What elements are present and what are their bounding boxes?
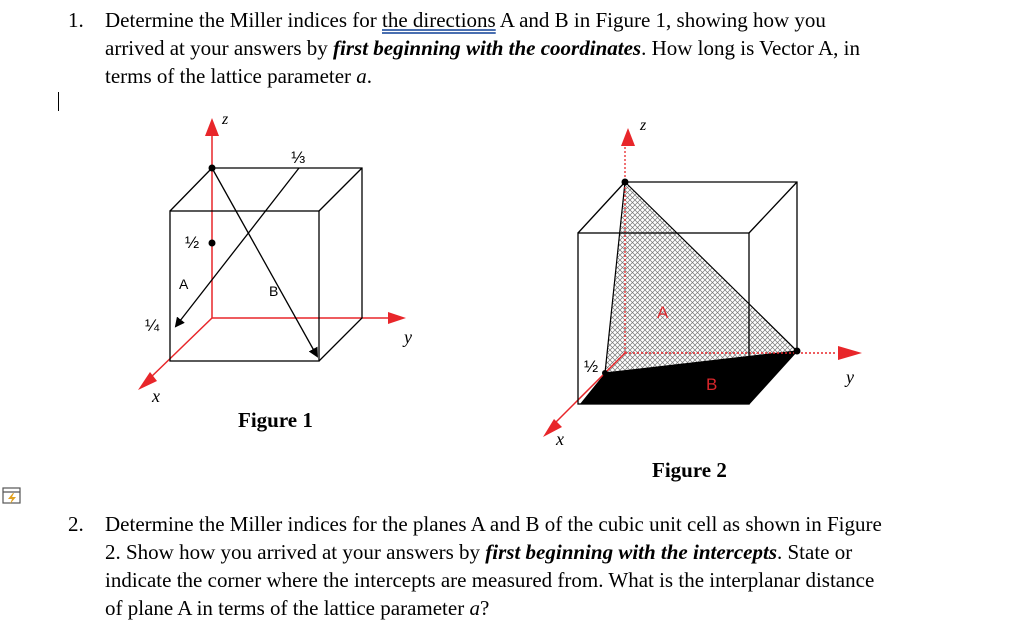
q1-line-3: terms of the lattice parameter a. [105,64,373,88]
question-2-text [105,510,882,622]
fig1-vector-b-origin [209,165,216,172]
fig2-y-label: y [846,367,854,387]
q2-line-3: indicate the corner where the intercepts are measured from. What is the interplanar distance [105,568,875,592]
fig2-frac-half: ½ [584,357,599,376]
fig2-z-intercept [622,179,629,186]
fig2-label-b: B [706,375,718,394]
fig2-plane-a [605,182,797,373]
figure-1 [138,111,412,406]
fig1-half-point [209,240,216,247]
fig1-x-label: x [152,386,160,406]
fig1-y-arrowhead [388,312,406,324]
fig2-y-arrowhead [838,346,862,360]
fig2-z-arrowhead [621,128,635,146]
fig1-z-arrowhead [205,118,219,136]
q1-line-2: arrived at your answers by first beginning with the coordinates. How long is Vector A, in [105,36,861,60]
lightning-box-icon[interactable] [2,486,22,506]
fig2-label-a: A [657,303,669,322]
question-1-number: 1. [68,8,84,32]
question-2-number: 2. [68,512,84,536]
directions-link[interactable]: the directions [382,8,496,32]
q1-line-1: Determine the Miller indices for the directions A and B in Figure 1, showing how you [105,8,826,32]
fig2-y-intercept [794,348,801,355]
q2-line-4: of plane A in terms of the lattice parameter a? [105,596,490,620]
fig2-x-intercept [602,370,608,376]
fig1-z-label: z [222,111,229,128]
fig1-y-label: y [404,327,412,347]
fig2-z-label: z [640,117,647,134]
figure-1-caption: Figure 1 [238,408,313,432]
q2-line-1: Determine the Miller indices for the planes A and B of the cubic unit cell as shown in Figure [105,512,882,536]
fig1-label-a: A [179,276,189,292]
q2-line-2: 2. Show how you arrived at your answers by first beginning with the intercepts. State or [105,540,853,564]
fig1-label-b: B [269,283,279,299]
fig1-frac-third: ⅓ [291,148,306,167]
fig1-frac-half: ½ [185,233,200,252]
figure-2 [543,117,862,449]
fig1-vector-b [212,168,317,356]
fig1-frac-quarter: ¼ [145,316,160,335]
figure-2-caption: Figure 2 [652,458,727,482]
fig2-x-label: x [556,429,564,449]
